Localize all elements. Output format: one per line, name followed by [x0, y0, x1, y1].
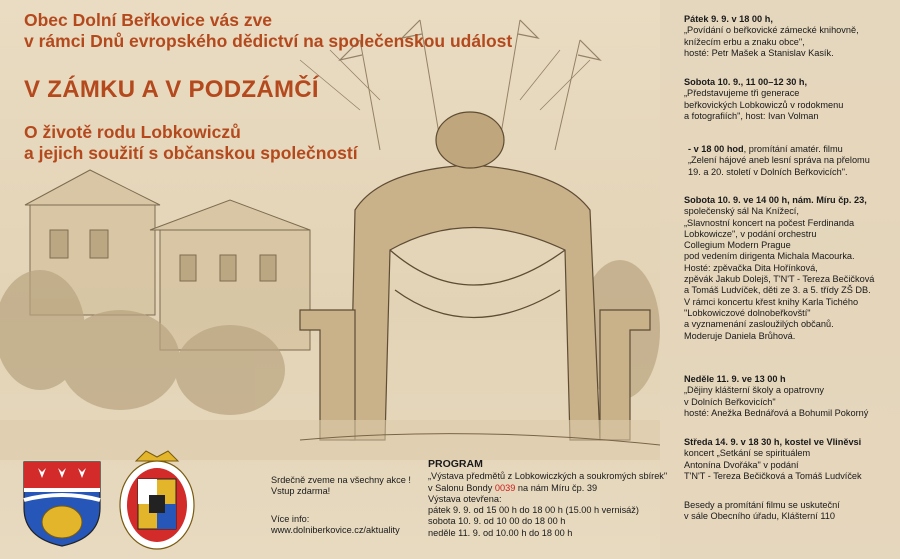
intro-line-2: v rámci Dnů evropského dědictví na společenskou událost [24, 31, 513, 51]
subtitle [24, 122, 358, 164]
intro-line-1: Obec Dolní Beřkovice vás zve [24, 10, 273, 30]
schedule-note: Besedy a promítání filmu se uskuteční v sále Obecního úřadu, Klášterní 110 [684, 500, 840, 522]
program-title: PROGRAM [428, 458, 483, 470]
website-link[interactable]: www.dolniberkovice.cz/aktuality [271, 525, 400, 536]
subtitle-line-1: O životě rodu Lobkowiczů [24, 122, 241, 142]
schedule-item: Pátek 9. 9. v 18 00 h, „Povídání o beřkovické zámecké knihovně, knížecím erbu a znaku obce", hosté: Petr Mašek a Stanislav Kasík. [684, 14, 859, 58]
subtitle-line-2: a jejich soužití s občanskou společností [24, 143, 358, 163]
schedule-item: Sobota 10. 9., 11 00–12 30 h, „Představujeme tři generace beřkovických Lobkowiczů v rodokmenu a fotografiích", host: Ivan Volman [684, 77, 844, 121]
schedule-item: Neděle 11. 9. ve 13 00 h „Dějiny klášterní školy a opatrovny v Dolních Beřkovicích" hosté: Anežka Bednářová a Bohumil Pokorný [684, 374, 869, 418]
contact-info: Více info: www.dolniberkovice.cz/aktuality [271, 514, 400, 536]
program-block: PROGRAM „Výstava předmětů z Lobkowiczkých a soukromých sbírek" v Salonu Bondy 0039 na nám Míru čp. 39 Výstava otevřena: pátek 9. 9. od 15 00 h do 18 00 h (15.00 h vernisáž) sobota 10. 9. od 10 00 do 18 00 h neděle 11. 9. od 10.00 h do 18 00 h [428, 458, 668, 538]
schedule-item: Sobota 10. 9. ve 14 00 h, nám. Míru čp. 23, společenský sál Na Knížecí, „Slavnostní koncert na počest Ferdinanda Lobkowicze", v podání orchestru Collegium Modern Prague pod vedením dirigenta Michala Macourka. Hosté: zpěvačka Dita Hořínková, zpěvák Jakub Dolejš, T'N'T - Tereza Bečičková a Tomáš Ludvíček, děti ze 3. a 5. třídy ZŠ DB. V rámci koncertu křest knihy Karla Tichého "Lobkowiczové dolnobeřkovští" a vyznamenání zasloužilých občanů. Moderuje Daniela Brůhová. [684, 195, 875, 341]
village-coat-of-arms-icon [22, 460, 102, 548]
lobkowicz-coat-of-arms-icon [116, 447, 198, 551]
intro-heading [24, 10, 512, 52]
invitation-text: Srdečně zveme na všechny akce ! Vstup zdarma! [271, 475, 411, 497]
event-title: V ZÁMKU A V PODZÁMČÍ [24, 76, 319, 103]
schedule-item: Středa 14. 9. v 18 30 h, kostel ve Vliněvsi koncert „Setkání se spirituálem Antonína Dvořáka" v podání T'N'T - Tereza Bečičková a Tomáš Ludvíček [684, 437, 862, 481]
schedule-item: - v 18 00 hod, promítání amatér. filmu „Zelení hájové aneb lesní správa na přelomu 19. a 20. století v Dolních Beřkovicích". [688, 144, 870, 177]
